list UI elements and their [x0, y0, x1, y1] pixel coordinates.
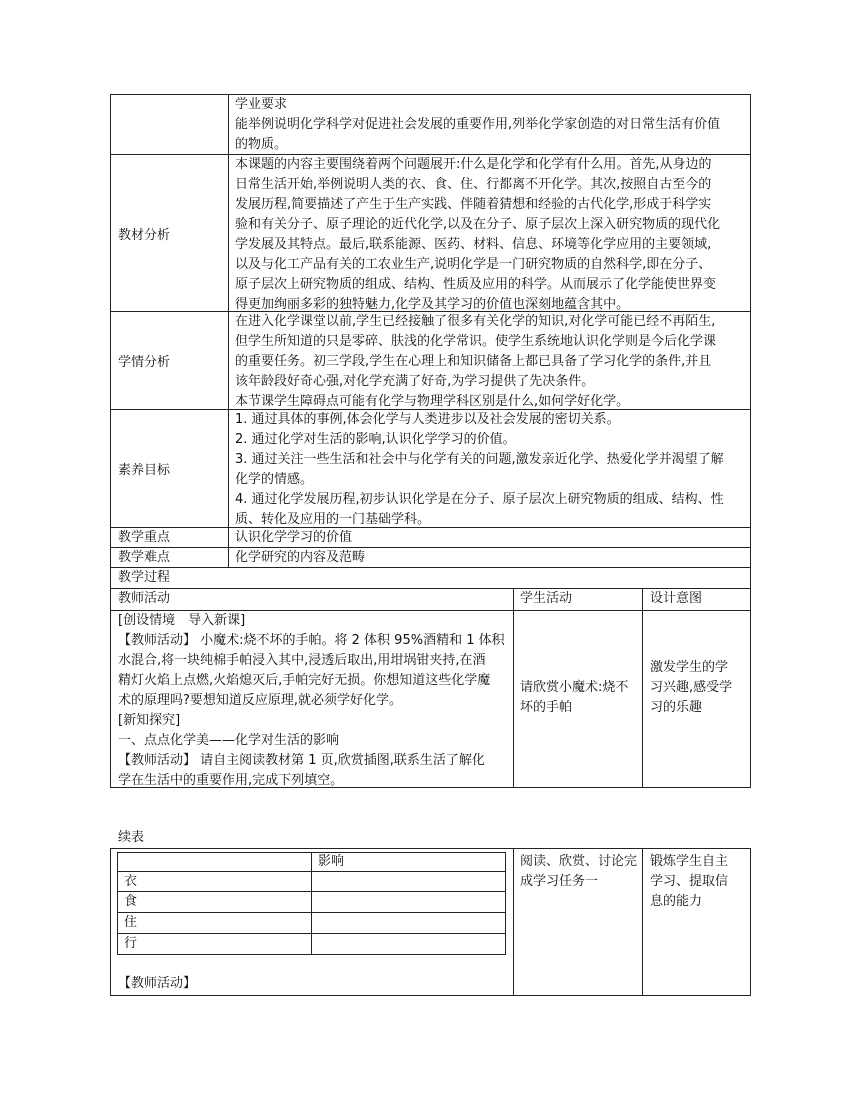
goals-text: 1. 通过具体的事例,体会化学与人类进步以及社会发展的密切关系。 2. 通过化学对生活的影响,认识化学学习的价值。 3. 通过关注一些生活和社会中与化学有关的问题,激发亲近化学、热爱化学并渴望了解 化学的情感。 4. 通过化学发展历程,初步认识化学是在分子、原子层次上研究物质的组成、结构、性 质、转化及应用的一门基础学科。: [235, 412, 724, 527]
students-text: 在进入化学课堂以前,学生已经接触了很多有关化学的知识,对化学可能已经不再陌生, 但学生所知道的只是零碎、肤浅的化学常识。使学生系统地认识化学则是今后化学课 的重要任务。初三学段,学生在心理上和知识储备上都已具备了学习化学的条件,并且 该年龄段好奇心强,对化学充满了好奇,为学习提供了先决条件。 本节课学生障碍点可能有化学与物理学科区别是什么,如何学好化学。: [235, 314, 717, 409]
inner-row-travel: 行: [124, 936, 138, 951]
students-label: 学情分析: [118, 355, 171, 370]
header-teacher: 教师活动: [118, 591, 171, 606]
inner-header-influence: 影响: [318, 854, 345, 869]
header-student: 学生活动: [520, 591, 573, 606]
inner-row-food: 食: [124, 894, 138, 909]
goals-label: 素养目标: [118, 463, 171, 478]
design-intent-text: 激发学生的学 习兴趣,感受学 习的乐趣: [650, 660, 733, 715]
student-activity-text: 请欣赏小魔术:烧不 坏的手帕: [520, 680, 629, 715]
inner-row-housing: 住: [124, 915, 138, 930]
header-design: 设计意图: [650, 591, 703, 606]
difficult-point-value: 化学研究的内容及范畴: [235, 550, 366, 565]
inner-row-clothing: 衣: [124, 874, 138, 889]
key-point-value: 认识化学学习的价值: [235, 530, 353, 545]
key-point-label: 教学重点: [118, 530, 171, 545]
difficult-point-label: 教学难点: [118, 550, 171, 565]
continued-student-text: 阅读、欣赏、讨论完 成学习任务一: [520, 854, 638, 889]
teacher-activity-text: [创设情境 导入新课] 【教师活动】 小魔术:烧不坏的手帕。将 2 体积 95%酒精和 1 体积 水混合,将一块纯棉手帕浸入其中,浸透后取出,用坩埚钳夹持,在酒 精灯火焰上点燃,火焰熄灭后,手帕完好无损。你想知道这些化学魔 术的原理吗?要想知道反应原理,就必须学好化学。 [新知探究] 一、点点化学美——化学对生活的影响 【教师活动】 请自主阅读教材第 1 页,欣赏插图,联系生活了解化 学在生活中的重要作用,完成下列填空。: [118, 613, 505, 788]
textbook-label: 教材分析: [118, 227, 171, 243]
process-title: 教学过程: [118, 570, 171, 585]
textbook-text: 本课题的内容主要围绕着两个问题展开:什么是化学和化学有什么用。首先,从身边的 日常生活开始,举例说明人类的衣、食、住、行都离不开化学。其次,按照自古至今的 发展历程,简要描述了产生于生产实践、伴随着猜想和经验的古代化学,形成于科学实 验和有关分子、原子理论的近代化学,以及在分子、原子层次上深入研究物质的现代化 学发展及其特点。最后,联系能源、医药、材料、信息、环境等化学应用的主要领域, 以及与化工产品有关的工农业生产,说明化学是一门研究物质的自然科学,即在分子、 原子层次上研究物质的组成、结构、性质及应用的科学。从而展示了化学能使世界变 得更加绚丽多彩的独特魅力,化学及其学习的价值也深刻地蕴含其中。: [235, 157, 721, 312]
teacher-activity-footer: 【教师活动】: [118, 976, 197, 991]
requirements-text: 能举例说明化学科学对促进社会发展的重要作用,列举化学家创造的对日常生活有价值 的物质。: [235, 117, 721, 152]
continued-label: 续表: [118, 830, 145, 845]
requirements-heading: 学业要求: [235, 97, 288, 112]
continued-design-text: 锻炼学生自主 学习、提取信 息的能力: [650, 854, 729, 909]
